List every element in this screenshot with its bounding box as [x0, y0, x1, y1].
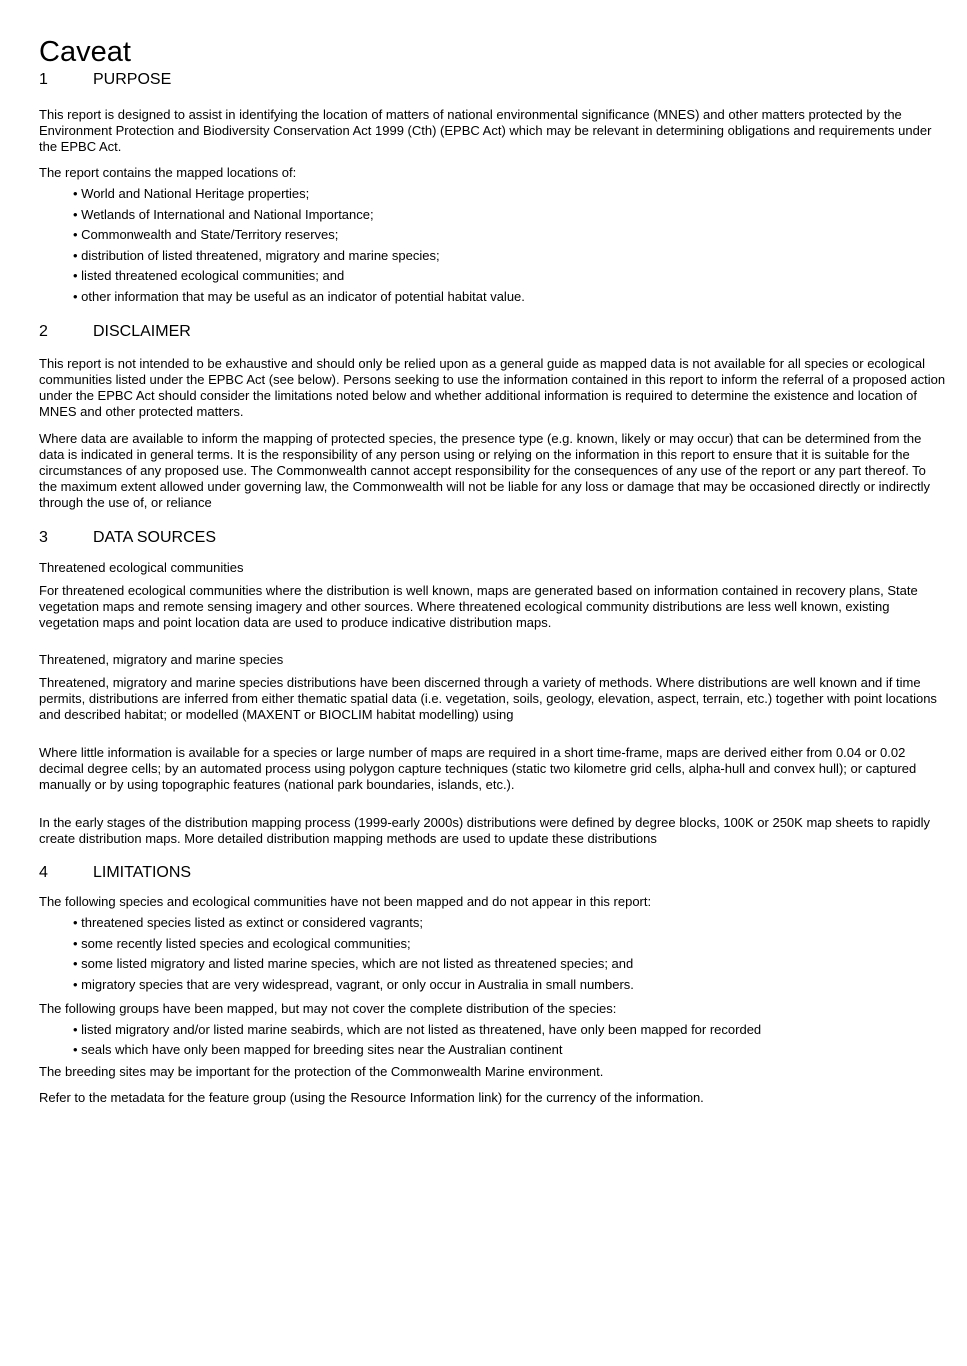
section-title: DISCLAIMER — [93, 322, 191, 340]
section-title: LIMITATIONS — [93, 863, 192, 881]
list-item: • listed threatened ecological communities; and — [73, 268, 947, 284]
list-item: • other information that may be useful as an indicator of potential habitat value. — [73, 289, 947, 305]
list-item: • distribution of listed threatened, migratory and marine species; — [73, 248, 947, 264]
section-purpose-heading — [39, 70, 947, 89]
limitations-paragraph: Refer to the metadata for the feature group (using the Resource Information link) for the currency of the information. — [39, 1090, 704, 1106]
not-mapped-list — [39, 915, 947, 993]
disclaimer-paragraph: This report is not intended to be exhaustive and should only be relied upon as a general guide as mapped data is not available for all species or ecological communities listed under the EPBC Act (see below). Persons seeking to use the information contained in this report to inform the referral of a proposed action under the EPBC Act should consider the limitations noted below and whether additional information is required to determine the existence and location of MNES and other protected matters. — [39, 355, 946, 419]
section-title: PURPOSE — [93, 71, 172, 88]
list-item: • seals which have only been mapped for breeding sites near the Australian continent — [73, 1042, 947, 1058]
species-paragraph: Threatened, migratory and marine species distributions have been discerned through a variety of methods. Where distributions are well known and if time permits, distributions are inferred from either thematic spatial data (i.e. vegetation, soils, geology, elevation, aspect, terrain, etc.) together with point locations and described habitat; or modelled (MAXENT or BIOCLIM habitat modelling) using — [39, 674, 937, 722]
section-data-sources-heading — [39, 528, 947, 547]
ecological-communities-paragraph: For threatened ecological communities where the distribution is well known, maps are generated based on information contained in recovery plans, State vegetation maps and remote sensing imagery and other sources. Where threatened ecological community distributions are less well known, existing vegetation maps and point location data are used to produce indicative distribution maps. — [39, 582, 918, 630]
list-item: • migratory species that are very widespread, vagrant, or only occur in Australia in small numbers. — [73, 977, 947, 993]
disclaimer-paragraph: Where data are available to inform the mapping of protected species, the presence type (e.g. known, likely or may occur) that can be determined from the data is indicated in general terms. It is the responsibility of any person using or relying on the information in this report to ensure that it is suitable for the circumstances of any proposed use. The Commonwealth cannot accept responsibility for the consequences of any use of the report or any part thereof. To the maximum extent allowed under governing law, the Commonwealth will not be liable for any loss or damage that may be occasioned directly or indirectly through the use of, or reliance — [39, 430, 930, 510]
section-limitations-heading — [39, 863, 947, 882]
section-number: 2 — [39, 322, 48, 340]
page-title: Caveat — [39, 36, 131, 68]
list-item: • Commonwealth and State/Territory reserves; — [73, 227, 947, 243]
list-item: • some listed migratory and listed marine species, which are not listed as threatened species; and — [73, 956, 947, 972]
caveat-page — [39, 36, 947, 1106]
list-item: • threatened species listed as extinct or considered vagrants; — [73, 915, 947, 931]
list-item: • listed migratory and/or listed marine seabirds, which are not listed as threatened, have only been mapped for recorded — [73, 1022, 947, 1038]
section-number: 1 — [39, 71, 48, 88]
limitations-paragraph: The following species and ecological communities have not been mapped and do not appear in this report: — [39, 893, 652, 909]
species-paragraph: Where little information is available for a species or large number of maps are required in a short time-frame, maps are derived either from 0.04 or 0.02 decimal degree cells; by an automated process using polygon capture techniques (static two kilometre grid cells, alpha-hull and convex hull); or captured manually or by using topographic features (national park boundaries, islands, etc.). — [39, 744, 917, 792]
list-item: • some recently listed species and ecological communities; — [73, 936, 947, 952]
subheading-ecological-communities: Threatened ecological communities — [39, 559, 244, 575]
section-disclaimer-heading — [39, 322, 947, 341]
section-number: 4 — [39, 863, 48, 881]
list-item: • World and National Heritage properties; — [73, 186, 947, 202]
section-title: DATA SOURCES — [93, 528, 216, 546]
species-paragraph: In the early stages of the distribution mapping process (1999-early 2000s) distributions were defined by degree blocks, 100K or 250K map sheets to rapidly create distribution maps. More detailed distribution mapping methods are used to update these distributions — [39, 814, 931, 846]
subheading-species: Threatened, migratory and marine species — [39, 651, 284, 667]
purpose-paragraph: This report is designed to assist in identifying the location of matters of national environmental significance (MNES) and other matters protected by the Environment Protection and Biodiversity Conservation Act 1999 (Cth) (EPBC Act) which may be relevant in determining obligations and requirements under the EPBC Act. — [39, 107, 932, 154]
limitations-paragraph: The breeding sites may be important for the protection of the Commonwealth Marine environment. — [39, 1064, 604, 1080]
mapped-locations-list — [39, 186, 947, 305]
purpose-list-intro: The report contains the mapped locations of: — [39, 165, 297, 180]
limitations-paragraph: The following groups have been mapped, but may not cover the complete distribution of the species: — [39, 1000, 617, 1016]
partially-mapped-list — [39, 1022, 947, 1059]
list-item: • Wetlands of International and National Importance; — [73, 207, 947, 223]
section-number: 3 — [39, 528, 48, 546]
